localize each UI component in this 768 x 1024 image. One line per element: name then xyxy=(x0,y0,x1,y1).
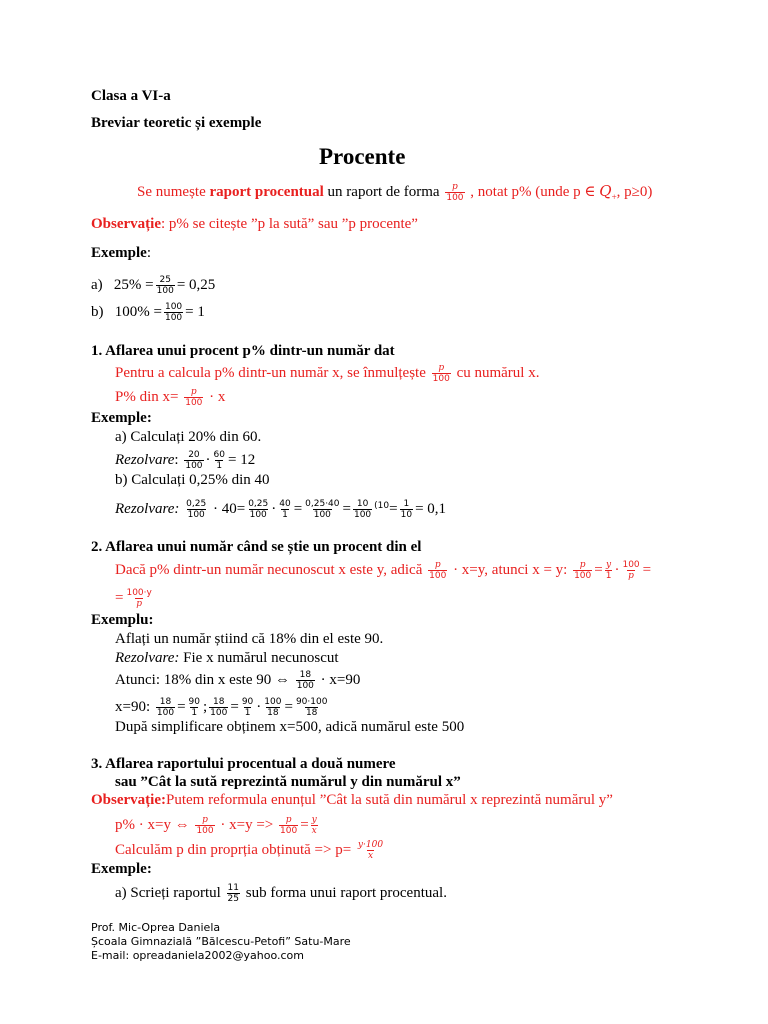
fraction xyxy=(400,499,413,520)
solution-result: = 12 xyxy=(227,451,256,468)
section2-rule: Dacă p% dintr-un număr necunoscut x este y, adică $\frac{p}{100}$ · x=y, atunci x = y: $\frac{p}{100}$ = $\frac{y}{1}$ · $\frac{100}{p}$ = xyxy=(115,560,652,581)
fraction-denominator: 100 xyxy=(210,708,228,718)
definition-end: , p≥0) xyxy=(616,184,653,200)
definition-set-sub: + xyxy=(611,192,617,202)
fraction-denominator: x xyxy=(367,851,374,861)
fraction-numerator: p xyxy=(285,815,292,825)
fraction-denominator: 100 xyxy=(296,681,314,691)
section3-heading: 3. Aflarea raportului procentual a două numere xyxy=(91,756,396,772)
examples-heading xyxy=(91,244,151,262)
fraction-numerator: 90 xyxy=(188,697,200,707)
definition-term: raport procentual xyxy=(209,184,324,200)
fraction-denominator: x xyxy=(311,826,317,836)
fraction xyxy=(605,560,613,581)
fraction-denominator: 100 xyxy=(187,510,205,521)
example-fraction xyxy=(164,302,183,323)
fraction-denominator: 1 xyxy=(605,571,612,581)
fraction xyxy=(156,697,175,718)
formula-text-mid: · x=y => xyxy=(216,816,278,833)
examples-label: Exemple xyxy=(91,245,147,261)
fraction xyxy=(296,670,315,691)
fraction xyxy=(295,697,329,718)
fraction-numerator: 60 xyxy=(213,450,225,460)
fraction xyxy=(304,499,340,520)
rule-text: Pentru a calcula p% dintr-un număr x, se înmulțește xyxy=(115,364,430,381)
fraction xyxy=(357,840,384,861)
calc-text: Calculăm p din proprția obținută => p= xyxy=(115,841,355,858)
fraction-numerator: p xyxy=(190,387,197,397)
fraction-denominator: 18 xyxy=(305,708,318,718)
section1-solution-b: Rezolvare: $\frac{0,25}{100}$ · 40= $\frac{0,25}{100}$ · $\frac{40}{1}$ = $\frac{0,25\cdot 40}{100}$ = $\frac{10}{100}$ $^{(10}$= $\frac{1}{10}$ = 0,1 xyxy=(115,499,447,521)
section3-example-a xyxy=(115,883,447,904)
example-lhs: 100% = xyxy=(114,303,162,320)
example-text-end: sub forma unui raport procentual. xyxy=(242,884,447,901)
fraction-numerator: 10 xyxy=(356,499,369,510)
fraction-denominator: 100 xyxy=(432,374,450,384)
solution-label: Rezolvare xyxy=(115,451,175,468)
page-title: Procente xyxy=(319,144,406,169)
fraction-numerator: 100·y xyxy=(126,588,152,598)
solution-text: Fie x numărul necunoscut xyxy=(179,650,339,666)
section2-calc: x=90: $\frac{18}{100}$ = $\frac{90}{1}$ ; $\frac{18}{100}$ = $\frac{90}{1}$ · $\frac{100}{18}$ = $\frac{90\cdot 100}{18}$ xyxy=(115,697,328,718)
rule-text-end: cu numărul x. xyxy=(452,364,540,381)
section3-subheading: sau ”Cât la sută reprezintă numărul y din numărul x” xyxy=(115,774,461,790)
fraction-denominator: 25 xyxy=(227,894,239,904)
fraction-denominator: p xyxy=(136,599,143,609)
fraction-numerator: 20 xyxy=(188,450,200,460)
fraction xyxy=(247,499,269,520)
definition-post: , notat p% (unde p ∈ xyxy=(466,184,600,200)
fraction-denominator: p xyxy=(628,571,634,581)
definition-line xyxy=(137,182,652,206)
example-rhs: = 0,25 xyxy=(176,276,216,293)
section2-heading: 2. Aflarea unui număr când se știe un procent din el xyxy=(91,539,422,555)
solution-label: Rezolvare xyxy=(115,501,175,517)
section1-example-a: a) Calculați 20% din 60. xyxy=(115,429,262,445)
fraction-numerator: p xyxy=(434,560,441,570)
section2-statement: Aflați un număr știind că 18% din el este 90. xyxy=(115,631,384,647)
observation-text: Putem reformula enunțul ”Cât la sută din numărul x reprezintă numărul y” xyxy=(165,792,613,808)
fraction-numerator: p xyxy=(202,815,208,825)
fraction-denominator: 100 xyxy=(156,286,174,296)
fraction-numerator: y xyxy=(311,815,317,825)
fraction-denominator: 100 xyxy=(574,571,592,581)
formula-fraction xyxy=(184,387,203,408)
fraction-numerator: p xyxy=(579,560,586,570)
section1-solution-a: Rezolvare: $\frac{20}{100}$ · $\frac{60}{1}$ = 12 xyxy=(115,450,256,471)
fraction xyxy=(188,697,201,718)
fraction-numerator: 100 xyxy=(264,697,282,707)
example-a xyxy=(91,275,215,296)
observation-text: : p% se citește ”p la sută” sau ”p procente” xyxy=(160,216,418,232)
observation-label: Observație: xyxy=(91,792,166,808)
fraction-numerator: p xyxy=(438,363,445,373)
footer-school: Școala Gimnazială ”Bălcescu-Petofi” Satu-Mare xyxy=(91,935,351,948)
section1-example-b: b) Calculați 0,25% din 40 xyxy=(115,472,270,488)
example-letter: b) xyxy=(91,303,104,320)
fraction-numerator: 0,25·40 xyxy=(305,499,340,510)
rule-fraction xyxy=(432,363,451,384)
examples-colon: : xyxy=(146,245,151,261)
example-rhs: = 1 xyxy=(185,303,205,320)
fraction-numerator: y xyxy=(606,560,612,570)
fraction-denominator: 100 xyxy=(185,461,203,471)
fraction-denominator: 100 xyxy=(429,571,447,581)
fraction xyxy=(311,815,318,836)
fraction-numerator: 18 xyxy=(159,697,172,707)
fraction-numerator: 100 xyxy=(164,302,183,312)
example-letter: a) xyxy=(91,276,103,293)
class-label: Clasa a VI-a xyxy=(91,88,171,104)
fraction-numerator: 0,25 xyxy=(248,499,269,510)
fraction xyxy=(263,697,282,718)
observation-label: Observație xyxy=(91,216,161,232)
fraction xyxy=(227,883,240,904)
fraction-denominator: 1 xyxy=(216,461,223,471)
definition-fraction xyxy=(445,182,464,203)
fraction-numerator: 25 xyxy=(159,275,171,285)
footer-author: Prof. Mic-Oprea Daniela xyxy=(91,921,221,934)
section3-observation xyxy=(91,791,613,809)
fraction-denominator: 10 xyxy=(400,510,413,521)
fraction xyxy=(428,560,447,581)
observation-line xyxy=(91,215,418,233)
section1-examples-label: Exemple: xyxy=(91,410,152,426)
fraction-numerator: 1 xyxy=(403,499,410,510)
footer-email: E-mail: opreadaniela2002@yahoo.com xyxy=(91,949,304,962)
section2-rule-continued: = $\frac{100\cdot y}{p}$ xyxy=(115,588,152,609)
section1-heading: 1. Aflarea unui procent p% dintr-un număr dat xyxy=(91,343,395,359)
fraction xyxy=(241,697,254,718)
solution-label: Rezolvare: xyxy=(115,650,180,666)
fraction xyxy=(279,815,298,836)
formula-text: p% · x=y ⇔ xyxy=(115,816,194,833)
solution-step: · 40= xyxy=(209,501,246,517)
example-b xyxy=(91,302,205,323)
section2-then xyxy=(115,670,360,691)
example-text: a) Scrieți raportul xyxy=(115,884,225,901)
fraction xyxy=(213,450,226,471)
fraction xyxy=(278,499,291,520)
fraction-denominator: 1 xyxy=(282,510,288,521)
fraction xyxy=(621,560,640,581)
formula-text-end: · x xyxy=(205,388,226,405)
fraction-numerator: 100 xyxy=(622,560,640,570)
fraction xyxy=(125,588,152,609)
fraction xyxy=(353,499,372,520)
example-lhs: 25% = xyxy=(113,276,154,293)
fraction-numerator: 18 xyxy=(213,697,225,707)
rule-text: Dacă p% dintr-un număr necunoscut x este y, adică xyxy=(115,561,427,578)
fraction-numerator: 90 xyxy=(241,697,254,707)
fraction-numerator: 18 xyxy=(299,670,312,680)
fraction xyxy=(209,697,228,718)
section2-conclusion: După simplificare obținem x=500, adică numărul este 500 xyxy=(115,719,465,735)
fraction-denominator: 100 xyxy=(196,826,214,836)
fraction-denominator: 100 xyxy=(185,398,203,408)
definition-mid: un raport de forma xyxy=(323,184,444,200)
then-text-end: · x=90 xyxy=(316,671,361,688)
section3-examples-label: Exemple: xyxy=(91,861,152,877)
calc-text: x=90: xyxy=(115,698,154,715)
fraction-denominator: 1 xyxy=(244,708,251,718)
fraction-denominator: 100 xyxy=(353,510,372,521)
formula-text: P% din x= xyxy=(115,388,183,405)
fraction-denominator: 100 xyxy=(313,510,331,521)
solution-result: = 0,1 xyxy=(415,501,447,517)
fraction-denominator: 100 xyxy=(156,708,175,718)
fraction-numerator: 90·100 xyxy=(295,697,328,707)
fraction xyxy=(573,560,592,581)
section1-formula xyxy=(115,387,225,408)
fraction-numerator: y·100 xyxy=(357,840,384,850)
section2-example-label: Exemplu: xyxy=(91,612,154,628)
fraction xyxy=(195,815,214,836)
fraction-denominator: 18 xyxy=(267,708,279,718)
fraction-numerator: p xyxy=(452,182,458,193)
example-fraction xyxy=(156,275,175,296)
fraction-numerator: 11 xyxy=(227,883,239,893)
fraction xyxy=(184,450,203,471)
definition-set: Q xyxy=(599,182,612,200)
simplify-mark: (10 xyxy=(374,501,390,511)
section2-solution xyxy=(115,649,339,667)
definition-pre: Se numește xyxy=(137,184,210,200)
fraction-denominator: 100 xyxy=(280,826,298,836)
rule-text-mid: · x=y, atunci x = y: xyxy=(449,561,572,578)
section3-formula: p% · x=y ⇔ $\frac{p}{100}$ · x=y => $\frac{p}{100}$ = $\frac{y}{x}$ xyxy=(115,815,317,836)
fraction-denominator: 100 xyxy=(164,313,183,323)
fraction-denominator: 1 xyxy=(191,708,198,718)
fraction-denominator: 100 xyxy=(249,510,267,521)
section3-calc xyxy=(115,840,386,861)
section1-rule xyxy=(115,363,539,384)
then-text: Atunci: 18% din x este 90 ⇔ xyxy=(115,671,294,688)
fraction-numerator: 40 xyxy=(279,499,291,510)
fraction xyxy=(185,499,207,520)
fraction-numerator: 0,25 xyxy=(186,499,207,510)
fraction-denominator: 100 xyxy=(446,193,464,204)
subtitle: Breviar teoretic și exemple xyxy=(91,115,262,131)
